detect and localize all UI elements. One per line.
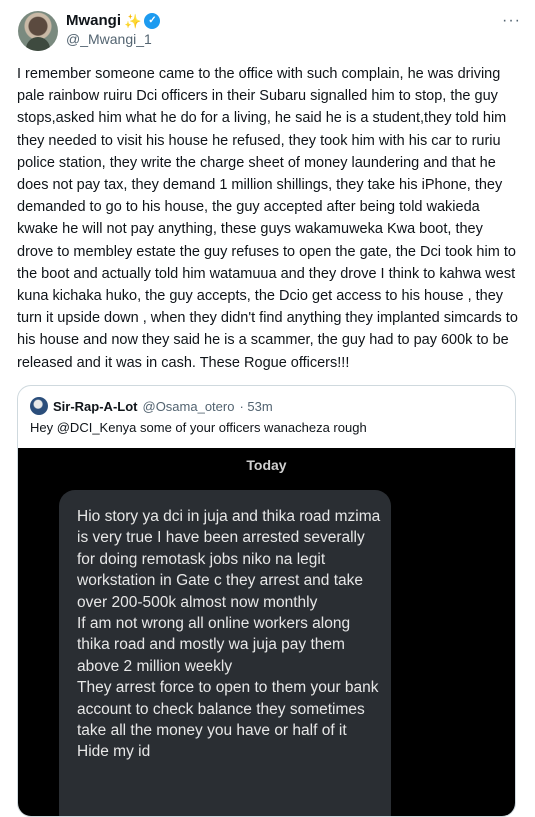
chat-message-text: Hio story ya dci in juja and thika road mzima is very true I have been arrested severally for doing remotask jobs niko na legit workstation in Gate c they arrest and take over 200-500k almost now monthly If am not wrong all online workers along thika road and mostly wa juja pay them above 2 million weekly They arrest force to open to them your bank account to check balance they sometimes take all the money you have or half of it Hide my id [77,508,381,761]
chat-message-bubble [59,490,391,817]
quoted-screenshot-image[interactable] [18,448,515,816]
tweet-header [0,0,535,60]
sparkle-emoji: ✨ [124,12,142,29]
tweet-text: I remember someone came to the office with such complain, he was driving pale rainbow ruiru Dci officers in their Subaru signalled him to stop, the guy stops,asked him what he do for a living, he said he is a student,they told him they needed to visit his house he refused, they took him with his car to ruriu police station, they write the charge sheet of money laundering and that he does not pay tax, they demand 1 million shillings, they take his iPhone, they demanded to go to his house, the guy accepted after being told wakieda kwake he will not pay anything, these guys wakamuweka Kwa boot, they drove to membley estate the guy refuses to open the gate, the Dci took him to the boot and actually told him watamuua and they drove I think to kahwa west kuna kichaka huko, the guy accepts, the Dcio get access to his house , they turn it upside down , when they didn't find anything they implanted simcards to his house and now they said he is a scammer, the guy had to pay 600k to be released and it was in cash. These Rogue officers!!! [17,66,518,371]
author-name-row [66,12,160,29]
verified-badge-icon: ✓ [144,13,160,29]
quoted-tweet[interactable] [17,385,516,817]
quoted-timestamp: · 53m [239,398,273,414]
more-icon[interactable]: ··· [502,12,521,29]
quoted-tweet-text: Hey @DCI_Kenya some of your officers wanacheza rough [30,420,367,435]
author-avatar[interactable] [18,11,58,51]
chat-date-label: Today [246,457,287,473]
author-name[interactable]: Mwangi [66,12,121,29]
quoted-tweet-header [30,397,273,415]
author-handle[interactable]: @_Mwangi_1 [66,31,152,47]
quoted-author-handle: @Osama_otero [142,398,235,414]
quoted-author-avatar [30,397,48,415]
quoted-author-name: Sir-Rap-A-Lot [53,398,138,414]
tweet-body [17,63,522,374]
